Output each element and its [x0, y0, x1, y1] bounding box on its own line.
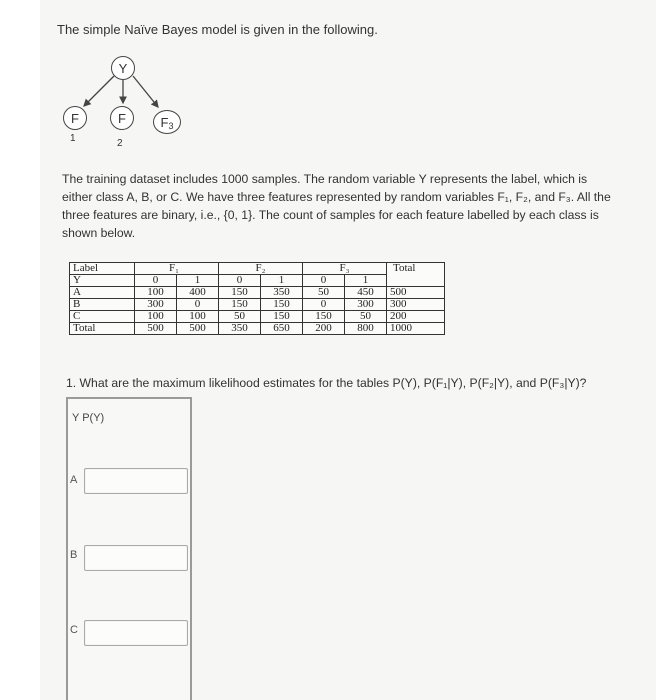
subheader-y: Y — [70, 275, 135, 287]
table-cell: 0 — [177, 299, 219, 311]
node-f2: F — [110, 106, 134, 130]
header-total: Total — [387, 263, 445, 287]
table-cell: 50 — [345, 311, 387, 323]
answer-row-label-b: B — [70, 549, 78, 561]
table-cell: 350 — [261, 287, 303, 299]
answer-row-label-c: C — [70, 624, 78, 636]
table-row — [70, 323, 445, 335]
row-label: A — [70, 287, 135, 299]
dataset-paragraph — [62, 170, 622, 242]
table-cell: 800 — [345, 323, 387, 335]
table-row — [70, 287, 445, 299]
header-f2: F₂ — [219, 263, 303, 275]
answer-header: Y P(Y) — [72, 412, 105, 424]
row-total: 1000 — [387, 323, 445, 335]
table-cell: 150 — [219, 287, 261, 299]
header-f3: F₃ — [303, 263, 387, 275]
table-cell: 150 — [261, 299, 303, 311]
row-label: Total — [70, 323, 135, 335]
table-cell: 100 — [135, 311, 177, 323]
table-cell: 100 — [177, 311, 219, 323]
table-cell: 400 — [177, 287, 219, 299]
table-cell: 450 — [345, 287, 387, 299]
table-cell: 650 — [261, 323, 303, 335]
paragraph-line: shown below. — [62, 226, 136, 240]
node-f3: F 3 — [153, 110, 181, 134]
table-cell: 300 — [135, 299, 177, 311]
table-row — [70, 299, 445, 311]
table-cell: 1 — [345, 275, 387, 287]
node-f1-sub: 1 — [70, 133, 76, 144]
row-total: 300 — [387, 299, 445, 311]
table-cell: 150 — [303, 311, 345, 323]
table-cell: 50 — [303, 287, 345, 299]
table-cell: 150 — [219, 299, 261, 311]
table-cell: 500 — [177, 323, 219, 335]
node-y: Y — [111, 56, 135, 80]
paragraph-line: either class A, B, or C. We have three features represented by random variables F₁, F₂, and F₃. All the — [62, 190, 611, 204]
intro-text: The simple Naïve Bayes model is given in the following. — [57, 22, 378, 37]
paragraph-line: three features are binary, i.e., {0, 1}. The count of samples for each feature labelled by each class is — [62, 208, 599, 222]
table-cell: 300 — [345, 299, 387, 311]
row-total: 200 — [387, 311, 445, 323]
table-cell: 0 — [303, 275, 345, 287]
table-cell: 0 — [219, 275, 261, 287]
table-cell: 350 — [219, 323, 261, 335]
table-cell: 200 — [303, 323, 345, 335]
row-label: C — [70, 311, 135, 323]
paragraph-line: The training dataset includes 1000 samples. The random variable Y represents the label, which is — [62, 172, 588, 186]
table-cell: 500 — [135, 323, 177, 335]
answer-input-a[interactable] — [84, 468, 188, 494]
answer-input-b[interactable] — [84, 545, 188, 571]
table-cell: 0 — [303, 299, 345, 311]
row-total: 500 — [387, 287, 445, 299]
table-row — [70, 311, 445, 323]
row-label: B — [70, 299, 135, 311]
answer-input-c[interactable] — [84, 620, 188, 646]
table-cell: 0 — [135, 275, 177, 287]
node-f1: F — [63, 106, 87, 130]
table-cell: 100 — [135, 287, 177, 299]
question-text: 1. What are the maximum likelihood estimates for the tables P(Y), P(F₁|Y), P(F₂|Y), and P(F₃|Y)? — [66, 376, 587, 390]
node-f2-sub: 2 — [117, 138, 123, 149]
answer-row-label-a: A — [70, 474, 78, 486]
table-cell: 1 — [261, 275, 303, 287]
table-header-row — [70, 263, 445, 275]
table-cell: 50 — [219, 311, 261, 323]
table-cell: 1 — [177, 275, 219, 287]
header-label: Label — [70, 263, 135, 275]
count-table — [69, 262, 445, 335]
header-f1: F₁ — [135, 263, 219, 275]
table-cell: 150 — [261, 311, 303, 323]
